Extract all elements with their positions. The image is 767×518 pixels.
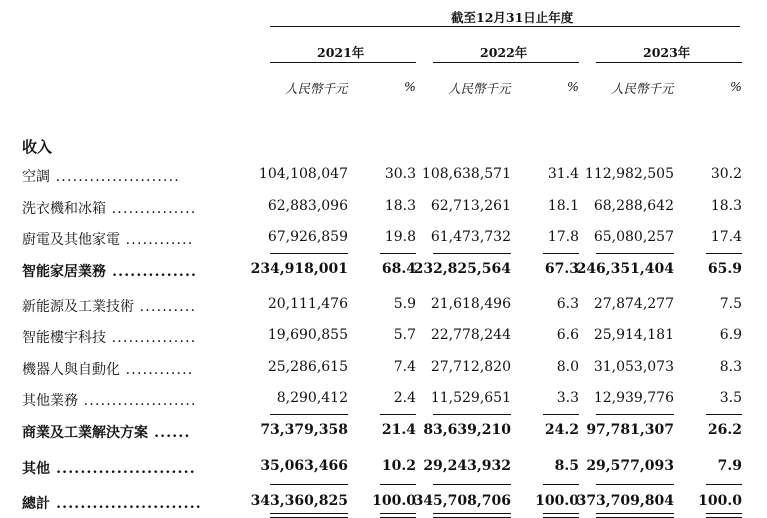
leader-dots: ........................ [50, 496, 202, 512]
amount-cell: 21,618,496 [430, 296, 511, 312]
amount-cell: 35,063,466 [260, 458, 348, 474]
row-label-text: 智能樓宇科技 [22, 330, 106, 346]
percent-cell: 21.4 [381, 422, 416, 438]
percent-cell: 6.6 [556, 327, 579, 343]
amount-cell: 20,111,476 [267, 296, 348, 312]
amount-cell: 29,577,093 [586, 458, 674, 474]
row-label-text: 洗衣機和冰箱 [22, 201, 106, 217]
amount-cell: 65,080,257 [593, 229, 674, 245]
percent-cell: 5.9 [393, 296, 416, 312]
rule-c2-2 [380, 414, 416, 415]
rule-c1-2 [270, 414, 348, 415]
row-label [22, 327, 196, 347]
row-label-text: 機器人與自動化 [22, 362, 120, 378]
amount-cell: 345,708,706 [413, 493, 511, 509]
rule-c4-1 [543, 253, 579, 254]
percent-cell: 31.4 [547, 166, 579, 182]
percent-cell: 8.0 [556, 359, 579, 375]
rule-c2-3 [380, 484, 416, 485]
row-label [22, 390, 197, 410]
row-label-text: 商業及工業解決方案 [22, 425, 148, 441]
percent-cell: 65.9 [707, 261, 742, 277]
percent-cell: 17.4 [710, 229, 742, 245]
row-label-text: 其他業務 [22, 393, 78, 409]
percent-cell: 3.5 [719, 390, 742, 406]
year-header-2021: 2021年 [317, 45, 365, 60]
amount-cell: 27,712,820 [430, 359, 511, 375]
percent-cell: 5.7 [393, 327, 416, 343]
percent-cell: 3.3 [556, 390, 579, 406]
amount-cell: 343,360,825 [250, 493, 348, 509]
percent-cell: 30.2 [710, 166, 742, 182]
section-title: 收入 [22, 138, 53, 156]
percent-cell: 18.3 [710, 198, 742, 214]
percent-cell: 7.9 [717, 458, 742, 474]
leader-dots: ............ [120, 232, 194, 248]
rule-c5-3 [596, 484, 674, 485]
rule-c4-2 [543, 414, 579, 415]
row-label [22, 422, 191, 442]
unit-label-2023: 人民幣千元 [611, 81, 674, 96]
row-label [22, 493, 202, 513]
percent-cell: 100.0 [698, 493, 742, 509]
leader-dots: .............. [106, 264, 198, 280]
year-rule-2023 [596, 62, 742, 63]
percent-cell: 100.0 [535, 493, 579, 509]
percent-cell: 67.3 [544, 261, 579, 277]
amount-cell: 232,825,564 [413, 261, 511, 277]
amount-cell: 246,351,404 [576, 261, 674, 277]
leader-dots: ...................... [50, 169, 180, 185]
rule-c5-2 [596, 414, 674, 415]
row-label-text: 智能家居業務 [22, 264, 106, 280]
amount-cell: 25,286,615 [267, 359, 348, 375]
amount-cell: 68,288,642 [593, 198, 674, 214]
row-label-text: 總計 [22, 496, 50, 512]
percent-cell: 100.0 [372, 493, 416, 509]
row-label [22, 261, 197, 281]
amount-cell: 8,290,412 [276, 390, 348, 406]
amount-cell: 73,379,358 [260, 422, 348, 438]
amount-cell: 19,690,855 [267, 327, 348, 343]
rule-c3-3 [433, 484, 511, 485]
percent-cell: 8.5 [554, 458, 579, 474]
rule-c1-3 [270, 484, 348, 485]
pct-label-2022: % [567, 79, 579, 94]
amount-cell: 61,473,732 [430, 229, 511, 245]
leader-dots: .......... [134, 299, 197, 315]
percent-cell: 10.2 [381, 458, 416, 474]
percent-cell: 19.8 [384, 229, 416, 245]
year-header-2023: 2023年 [643, 45, 691, 60]
rule-c6-1 [706, 253, 742, 254]
amount-cell: 67,926,859 [267, 229, 348, 245]
amount-cell: 373,709,804 [576, 493, 674, 509]
rule-c3-2 [433, 414, 511, 415]
percent-cell: 24.2 [544, 422, 579, 438]
amount-cell: 31,053,073 [593, 359, 674, 375]
amount-cell: 29,243,932 [423, 458, 511, 474]
rule-c1-1 [270, 253, 348, 254]
leader-dots: ....................... [50, 461, 196, 477]
unit-label-2021: 人民幣千元 [285, 81, 348, 96]
period-title: 截至12月31日止年度 [451, 10, 574, 25]
leader-dots: ............ [120, 362, 194, 378]
rule-c5-1 [596, 253, 674, 254]
amount-cell: 234,918,001 [250, 261, 348, 277]
percent-cell: 2.4 [393, 390, 416, 406]
row-label-text: 新能源及工業技術 [22, 299, 134, 315]
percent-cell: 6.3 [556, 296, 579, 312]
amount-cell: 22,778,244 [430, 327, 511, 343]
percent-cell: 30.3 [384, 166, 416, 182]
amount-cell: 62,713,261 [430, 198, 511, 214]
amount-cell: 27,874,277 [593, 296, 674, 312]
pct-label-2021: % [404, 79, 416, 94]
percent-cell: 17.8 [547, 229, 579, 245]
rule-c2-1 [380, 253, 416, 254]
amount-cell: 83,639,210 [423, 422, 511, 438]
percent-cell: 7.4 [393, 359, 416, 375]
row-label [22, 458, 196, 478]
row-label [22, 359, 193, 379]
row-label [22, 296, 196, 316]
year-header-2022: 2022年 [480, 45, 528, 60]
amount-cell: 11,529,651 [430, 390, 511, 406]
year-rule-2021 [270, 62, 416, 63]
leader-dots: ............... [106, 201, 197, 217]
header-rule [270, 26, 740, 27]
amount-cell: 97,781,307 [586, 422, 674, 438]
leader-dots: .................... [78, 393, 197, 409]
row-label [22, 166, 180, 186]
row-label-text: 其他 [22, 461, 50, 477]
leader-dots: ...... [148, 425, 191, 441]
unit-label-2022: 人民幣千元 [448, 81, 511, 96]
amount-cell: 108,638,571 [421, 166, 511, 182]
amount-cell: 112,982,505 [584, 166, 674, 182]
row-label-text: 空調 [22, 169, 50, 185]
row-label [22, 198, 196, 218]
leader-dots: ............... [106, 330, 197, 346]
percent-cell: 18.1 [547, 198, 579, 214]
percent-cell: 26.2 [707, 422, 742, 438]
rule-c6-2 [706, 414, 742, 415]
amount-cell: 62,883,096 [267, 198, 348, 214]
percent-cell: 8.3 [719, 359, 742, 375]
row-label-text: 廚電及其他家電 [22, 232, 120, 248]
percent-cell: 7.5 [719, 296, 742, 312]
pct-label-2023: % [730, 79, 742, 94]
rule-c4-3 [543, 484, 579, 485]
amount-cell: 25,914,181 [593, 327, 674, 343]
amount-cell: 12,939,776 [593, 390, 674, 406]
rule-c3-1 [433, 253, 511, 254]
percent-cell: 68.4 [381, 261, 416, 277]
amount-cell: 104,108,047 [258, 166, 348, 182]
year-rule-2022 [433, 62, 579, 63]
rule-c6-3 [706, 484, 742, 485]
row-label [22, 229, 193, 249]
percent-cell: 6.9 [719, 327, 742, 343]
percent-cell: 18.3 [384, 198, 416, 214]
